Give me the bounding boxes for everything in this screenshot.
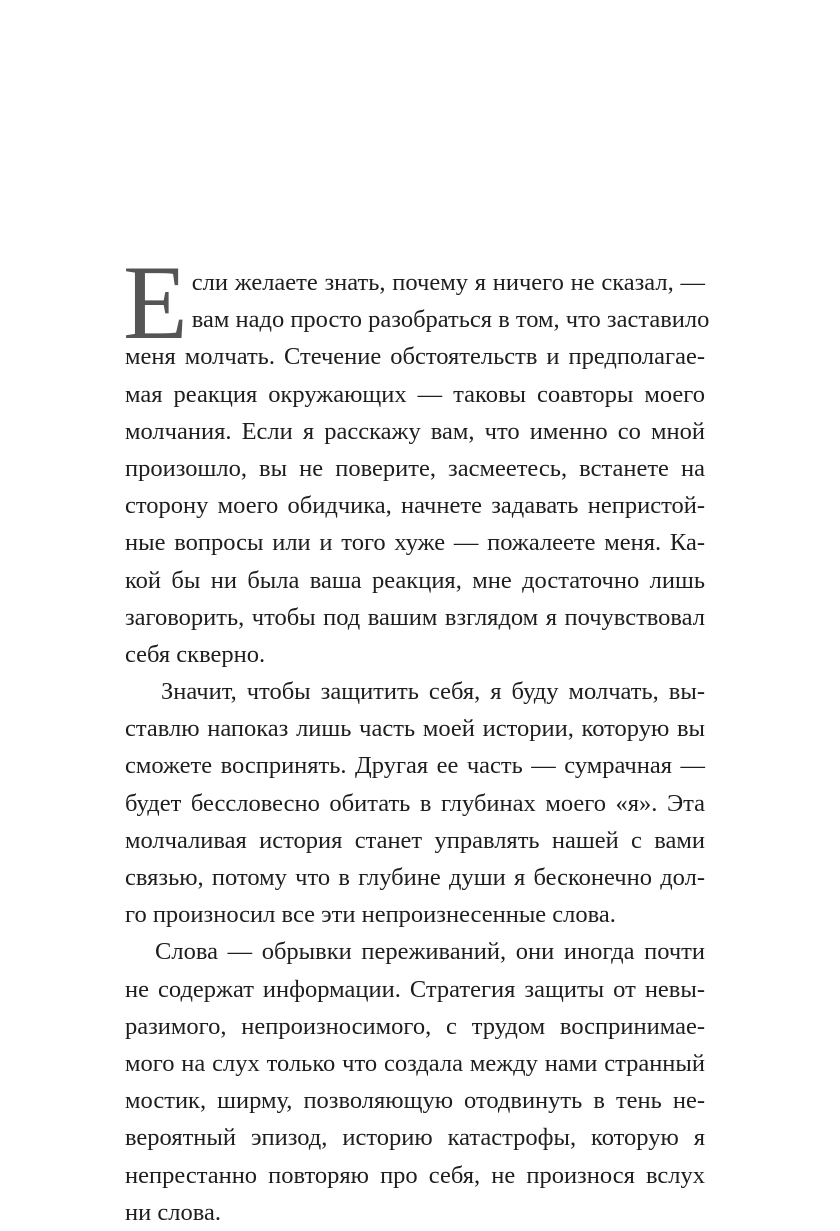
text-line: мого на слух только что создала между нами странный: [125, 1049, 705, 1077]
text-line: молчаливая история станет управлять нашей с вами: [125, 826, 705, 854]
text-line: Слова — обрывки переживаний, они иногда почти: [155, 938, 705, 966]
text-line: мая реакция окружающих — таковы соавторы моего: [125, 380, 705, 408]
paragraph-1: [123, 244, 710, 673]
text-line: кой бы ни была ваша реакция, мне достаточно лишь: [125, 566, 705, 594]
text-line: себя скверно.: [125, 640, 266, 668]
text-line: вам надо просто разобраться в том, что заставило: [191, 306, 710, 334]
drop-cap-letter: Е: [123, 244, 188, 361]
text-line: сторону моего обидчика, начнете задавать непристой-: [125, 492, 705, 520]
text-line: Значит, чтобы защитить себя, я буду молчать, вы-: [161, 678, 705, 706]
text-line: связью, потому что в глубине души я бесконечно дол-: [125, 864, 705, 891]
paragraph-3: [125, 933, 705, 1231]
text-line: непрестанно повторяю про себя, не произнося вслух: [125, 1161, 705, 1189]
text-line: ные вопросы или и того хуже — пожалеете меня. Ка-: [125, 529, 705, 557]
body-text: [123, 244, 710, 1231]
text-line: не содержат информации. Стратегия защиты от невы-: [125, 975, 705, 1003]
text-line: будет бессловесно обитать в глубинах моего «я». Эта: [125, 789, 705, 817]
text-line: молчания. Если я расскажу вам, что именно со мной: [125, 417, 705, 445]
text-line: сли желаете знать, почему я ничего не сказал, —: [191, 269, 705, 296]
text-line: заговорить, чтобы под вашим взглядом я почувствовал: [125, 603, 705, 631]
text-line: вероятный эпизод, историю катастрофы, которую я: [125, 1124, 705, 1152]
text-line: ставлю напоказ лишь часть моей истории, которую вы: [125, 715, 705, 743]
text-line: го произносил все эти непроизнесенные слова.: [125, 901, 616, 929]
text-line: сможете воспринять. Другая ее часть — сумрачная —: [125, 752, 705, 780]
text-line: произошло, вы не поверите, засмеетесь, встанете на: [125, 454, 705, 482]
text-line: меня молчать. Стечение обстоятельств и предполагае-: [125, 343, 705, 371]
text-line: разимого, непроизносимого, с трудом воспринимае-: [125, 1012, 705, 1040]
text-line: ни слова.: [125, 1198, 221, 1226]
paragraph-2: [125, 673, 705, 933]
text-line: мостик, ширму, позволяющую отодвинуть в тень не-: [125, 1087, 705, 1115]
